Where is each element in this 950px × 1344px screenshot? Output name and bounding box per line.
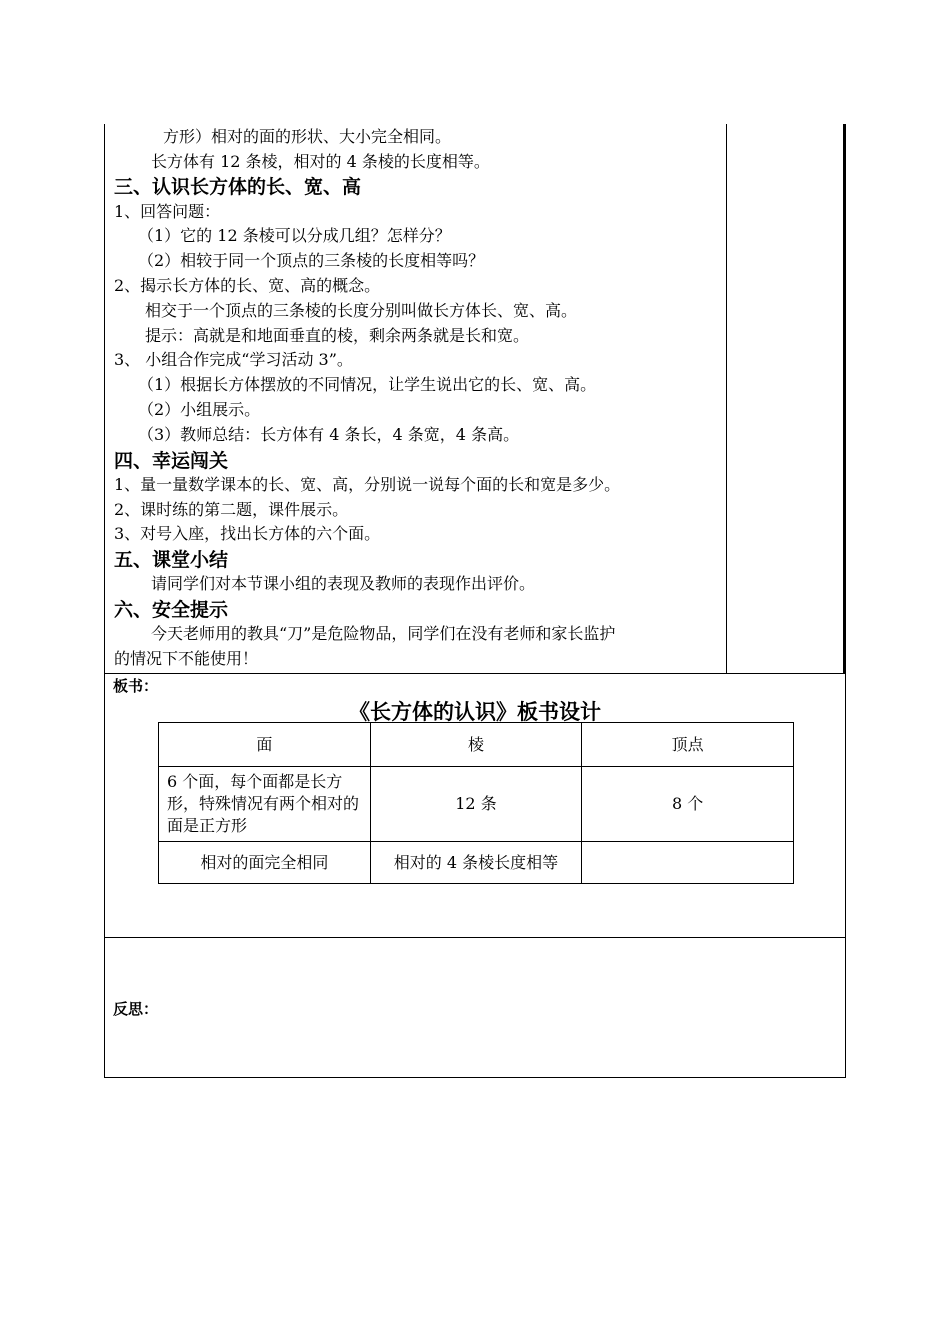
table-cell: 6 个面，每个面都是长方形，特殊情况有两个相对的面是正方形 (159, 767, 371, 842)
text-line: （1）它的 12 条棱可以分成几组？怎样分？ (138, 226, 451, 245)
text-line: 请同学们对本节课小组的表现及教师的表现作出评价。 (151, 574, 536, 593)
table-cell: 8 个 (582, 767, 794, 842)
table-cell (582, 842, 794, 884)
table-header-cell: 棱 (370, 723, 582, 767)
right-border (843, 124, 845, 673)
text-line: 今天老师用的教具“刀”是危险物品，同学们在没有老师和家长监护 (151, 624, 616, 643)
board-table (158, 722, 794, 884)
section-heading: 四、幸运闯关 (114, 450, 229, 472)
text-line: （2）相较于同一个顶点的三条棱的长度相等吗？ (138, 251, 485, 270)
section-heading: 六、安全提示 (114, 599, 229, 621)
table-header-cell: 顶点 (582, 723, 794, 767)
text-line: 3、 小组合作完成“学习活动 3”。 (114, 350, 353, 369)
table-cell: 相对的 4 条棱长度相等 (370, 842, 582, 884)
text-line: 长方体有 12 条棱，相对的 4 条棱的长度相等。 (151, 152, 490, 171)
table-row (159, 842, 794, 884)
board-title: 《长方体的认识》板书设计 (349, 700, 601, 724)
section-heading: 五、课堂小结 (114, 549, 229, 571)
text-line: 2、课时练的第二题，课件展示。 (114, 500, 349, 519)
reflection-label: 反思： (113, 1000, 159, 1018)
text-line: 提示：高就是和地面垂直的棱，剩余两条就是长和宽。 (145, 326, 530, 345)
text-line: 1、量一量数学课本的长、宽、高，分别说一说每个面的长和宽是多少。 (114, 475, 621, 494)
section-heading: 三、认识长方体的长、宽、高 (114, 176, 362, 198)
text-line: 3、对号入座，找出长方体的六个面。 (114, 524, 381, 543)
text-line: 2、揭示长方体的长、宽、高的概念。 (114, 276, 381, 295)
text-line: 1、回答问题： (114, 202, 221, 221)
text-line: （1）根据长方体摆放的不同情况，让学生说出它的长、宽、高。 (138, 375, 597, 394)
text-line: 方形）相对的面的形状、大小完全相同。 (163, 127, 452, 146)
text-line: （2）小组展示。 (138, 400, 261, 419)
column-divider (726, 124, 727, 673)
lesson-plan-frame (104, 124, 846, 1078)
text-line: 相交于一个顶点的三条棱的长度分别叫做长方体长、宽、高。 (145, 301, 578, 320)
table-header-cell: 面 (159, 723, 371, 767)
teaching-process-cell (105, 124, 845, 674)
table-cell: 12 条 (370, 767, 582, 842)
table-row (159, 723, 794, 767)
text-line: 的情况下不能使用！ (114, 649, 259, 668)
table-row (159, 767, 794, 842)
board-label: 板书： (113, 677, 159, 695)
text-line: （3）教师总结：长方体有 4 条长，4 条宽，4 条高。 (138, 425, 520, 444)
table-cell: 相对的面完全相同 (159, 842, 371, 884)
section-separator (105, 937, 845, 938)
